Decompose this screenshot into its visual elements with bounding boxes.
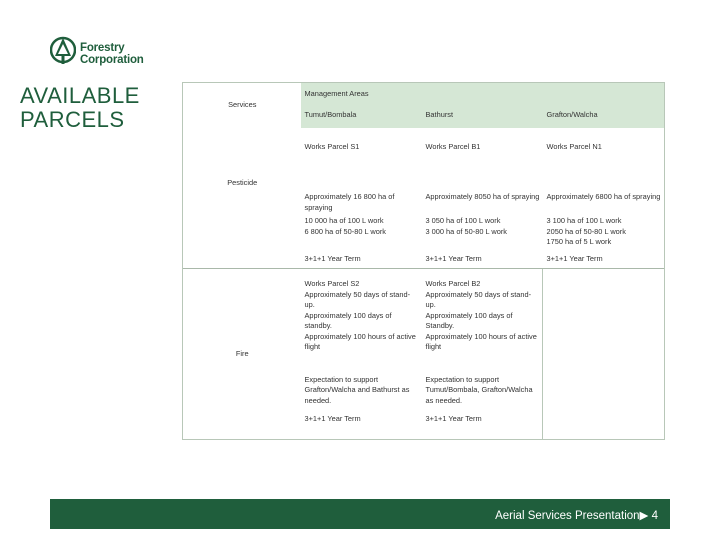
pesticide-parcel-tumut: Works Parcel S1	[304, 142, 360, 151]
volume-line: 3 000 ha of 50-80 L work	[425, 226, 507, 236]
page-title	[20, 84, 140, 132]
fire-parcel-line: Approximately 100 hours of active flight	[425, 331, 537, 351]
pesticide-area-grafton: Approximately 6800 ha of spraying	[543, 166, 665, 216]
footer-bar	[50, 499, 670, 529]
area-header-grafton: Grafton/Walcha	[543, 107, 665, 128]
volume-line: 10 000 ha of 100 L work	[304, 216, 384, 225]
fire-parcel-line: Approximately 50 days of stand-up.	[304, 289, 411, 309]
pesticide-parcel-grafton: Works Parcel N1	[543, 128, 665, 166]
fire-parcel-line: Approximately 50 days of stand-up.	[425, 289, 532, 309]
pesticide-label: Pesticide	[227, 178, 258, 187]
pesticide-volume-grafton	[543, 216, 665, 250]
fire-parcel-bathurst	[422, 269, 543, 373]
volume-line: 2050 ha of 50-80 L work	[546, 226, 626, 236]
parcels-table	[182, 82, 665, 440]
title-line-2: PARCELS	[20, 107, 125, 132]
management-areas-label: Management Areas	[304, 89, 369, 98]
fire-label: Fire	[235, 348, 249, 358]
pesticide-area-bathurst: Approximately 8050 ha of spraying	[425, 192, 540, 201]
fire-parcel-row	[183, 269, 665, 373]
fire-parcel-line: Approximately 100 days of standby.	[304, 310, 392, 330]
management-areas-header	[301, 83, 665, 108]
area-header-tumut: Tumut/Bombala	[301, 107, 422, 128]
services-header: Services	[228, 100, 257, 110]
title-line-1: AVAILABLE	[20, 83, 140, 108]
pesticide-service-cell	[183, 128, 301, 269]
fire-parcel-line: Works Parcel B2	[425, 279, 481, 288]
volume-line: 3 050 ha of 100 L work	[425, 216, 501, 225]
fire-support-bathurst: Expectation to support Tumut/Bombala, Grafton/Walcha as needed.	[425, 374, 533, 405]
fire-parcel-line: Approximately 100 hours of active flight	[304, 331, 416, 351]
fire-support-tumut: Expectation to support Grafton/Walcha and Bathurst as needed.	[304, 374, 410, 405]
volume-line: 1750 ha of 5 L work	[546, 237, 612, 246]
area-header-bathurst: Bathurst	[422, 107, 543, 128]
forestry-corporation-logo	[50, 28, 150, 72]
pesticide-term-tumut: 3+1+1 Year Term	[304, 253, 361, 263]
logo-text	[80, 42, 144, 66]
volume-line: 3 100 ha of 100 L work	[546, 216, 622, 225]
pesticide-area-tumut: Approximately 16 800 ha of spraying	[304, 192, 395, 212]
tree-logo-icon	[50, 30, 76, 70]
footer-text: Aerial Services Presentation▶ 4	[495, 510, 658, 522]
pesticide-parcel-bathurst: Works Parcel B1	[425, 142, 481, 151]
fire-term-bathurst: 3+1+1 Year Term	[422, 408, 543, 439]
fire-term-tumut: 3+1+1 Year Term	[301, 408, 422, 439]
pesticide-term-bathurst: 3+1+1 Year Term	[425, 253, 482, 263]
pesticide-term-grafton: 3+1+1 Year Term	[543, 250, 665, 269]
pesticide-parcel-row	[183, 128, 665, 166]
pesticide-volume-tumut	[301, 216, 422, 250]
table-header-row	[183, 83, 665, 108]
fire-service-cell	[183, 269, 301, 440]
fire-parcel-line: Approximately 100 days of Standby.	[425, 310, 513, 330]
pesticide-volume-bathurst	[422, 216, 543, 250]
volume-line: 6 800 ha of 50-80 L work	[304, 226, 386, 236]
fire-parcel-line: Works Parcel S2	[304, 279, 360, 288]
logo-line-1: Forestry	[80, 42, 125, 54]
logo-line-2: Corporation	[80, 54, 144, 66]
fire-parcel-tumut	[301, 269, 422, 373]
services-header-cell	[183, 83, 301, 129]
fire-empty-grafton	[543, 269, 665, 440]
